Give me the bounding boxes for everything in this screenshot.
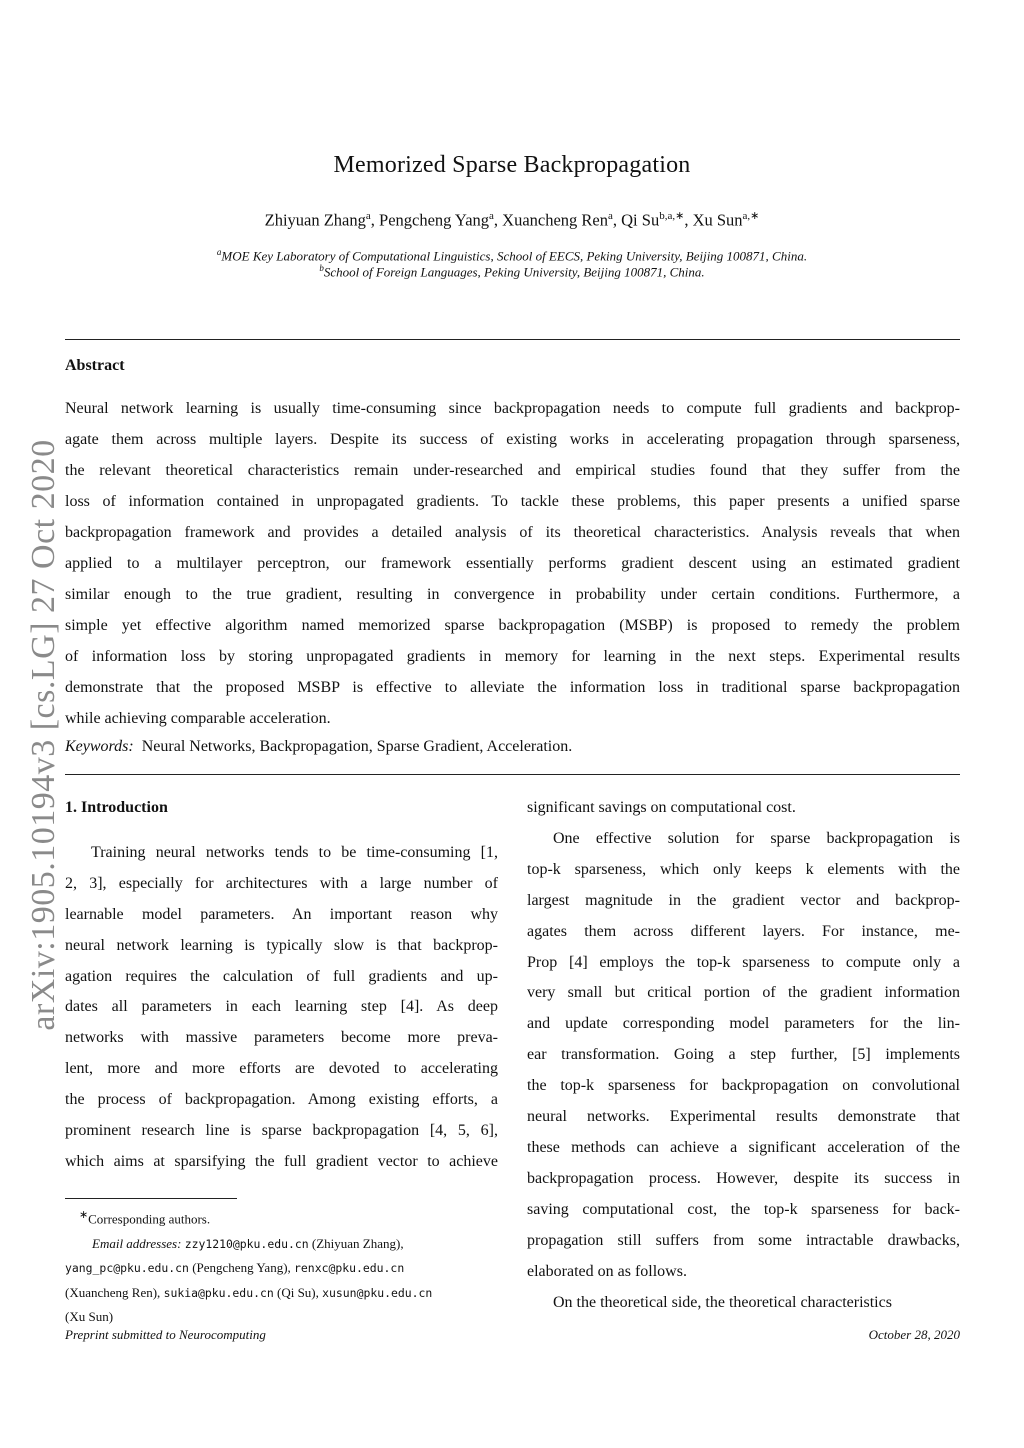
footnote-line [65, 1281, 505, 1306]
body-line: ear transformation. Going a step further, [5] implements [527, 1046, 960, 1064]
author-list: Zhiyuan Zhang$^a$, Pengcheng Yang$^a$, Xuancheng Ren$^a$, Qi $Su^{b,a,∗}$, Xu Sun$^{a,∗}$ [264, 210, 760, 230]
email-owner: (Xu Sun) [65, 1309, 114, 1325]
footnote-corresponding: Corresponding authors. [88, 1211, 211, 1227]
email-owner: (Pengcheng Yang), [192, 1260, 291, 1276]
affil-text: MOE Key Laboratory of Computational Linguistics, School of EECS, Peking University, Beijing 100871, China. [221, 248, 808, 264]
body-line: top-k sparseness, which only keeps k elements with the [527, 860, 960, 878]
affil-marker: b [319, 263, 324, 273]
abstract-line: while achieving comparable acceleration. [65, 710, 331, 727]
author-affil-sup: a,∗ [742, 210, 760, 222]
footnote-rule [65, 1198, 237, 1199]
body-line: propagation still suffers from some intractable drawbacks, [527, 1231, 960, 1249]
body-line: networks with massive parameters become more preva- [65, 1029, 498, 1047]
body-line: elaborated on as follows. [527, 1262, 687, 1280]
abstract-line: similar enough to the true gradient, resulting in convergence in probability under certain conditions. Furthermore, a [65, 586, 960, 603]
body-line: significant savings on computational cost. [527, 799, 796, 816]
section-heading: 1. Introduction [65, 799, 168, 816]
affil-text: School of Foreign Languages, Peking University, Beijing 100871, China. [323, 264, 705, 280]
arxiv-identifier: arXiv:1905.10194v3 [cs.LG] 27 Oct 2020 [25, 439, 62, 1031]
paper-title: Memorized Sparse Backpropagation [333, 152, 691, 178]
email-label: Email addresses: [92, 1235, 182, 1251]
body-line: dates all parameters in each learning step [4]. As deep [65, 998, 498, 1016]
abstract-line: Neural network learning is usually time-consuming since backpropagation needs to compute full gradients and backprop- [65, 400, 960, 417]
footer-date: October 28, 2020 [868, 1327, 960, 1342]
abstract-line: backpropagation framework and provides a detailed analysis of its theoretical characteristics. Analysis reveals that when [65, 524, 960, 541]
author-affil-sup: a [365, 210, 371, 222]
keywords-label: Keywords: [65, 738, 134, 755]
email-link[interactable]: sukia@pku.edu.cn [163, 1285, 274, 1300]
email-link[interactable]: zzy1210@pku.edu.cn [184, 1236, 309, 1251]
footnote-line [65, 1256, 505, 1281]
body-line: On the theoretical side, the theoretical characteristics [553, 1293, 892, 1311]
body-line: neural networks. Experimental results demonstrate that [527, 1108, 960, 1126]
email-owner: (Xuancheng Ren), [65, 1284, 161, 1300]
body-line: learnable model parameters. An important reason why [65, 905, 498, 923]
abstract-line: of information loss by storing unpropagated gradients in memory for learning in the next steps. Experimental results [65, 648, 960, 665]
body-line: 2, 3], especially for architectures with a large number of [65, 874, 498, 892]
email-link[interactable]: xusun@pku.edu.cn [322, 1285, 433, 1300]
abstract-line: demonstrate that the proposed MSBP is effective to alleviate the information loss in traditional sparse backpropagation [65, 679, 960, 696]
author-affil-sup: b,a,∗ [659, 210, 685, 222]
email-owner: (Zhiyuan Zhang), [311, 1235, 404, 1251]
body-line: and update corresponding model parameters for the lin- [527, 1015, 960, 1033]
footnote-marker: ∗ [79, 1209, 89, 1221]
body-line: prominent research line is sparse backpropagation [4, 5, 6], [65, 1122, 498, 1140]
author: Xuancheng Ren [502, 210, 608, 230]
body-line: agates them across different layers. For instance, me- [527, 922, 960, 940]
body-line: these methods can achieve a significant acceleration of the [527, 1138, 960, 1156]
author: Zhiyuan Zhang [264, 210, 366, 230]
body-line: neural network learning is typically slow is that backprop- [65, 936, 498, 954]
email-link[interactable]: renxc@pku.edu.cn [294, 1261, 405, 1276]
author: Qi Su [621, 210, 660, 230]
author-affil-sup: a [489, 210, 494, 222]
footnote [65, 1203, 505, 1330]
abstract-bottom-rule [65, 774, 960, 775]
abstract-body [65, 393, 960, 734]
keywords [65, 738, 572, 756]
affiliation-b [0, 263, 1024, 280]
body-line: Training neural networks tends to be time-consuming [1, [91, 843, 498, 861]
affiliation-a [0, 247, 1024, 264]
author: Pengcheng Yang [379, 210, 490, 230]
left-column [65, 793, 498, 1178]
affil-marker: a [216, 247, 222, 257]
footnote-line [65, 1203, 505, 1232]
body-line: largest magnitude in the gradient vector and backprop- [527, 891, 960, 909]
author-affil-sup: a [608, 210, 613, 222]
abstract-line: simple yet effective algorithm named memorized sparse backpropagation (MSBP) is proposed to remedy the problem [65, 617, 960, 634]
footer-venue: Preprint submitted to Neurocomputing [65, 1327, 266, 1342]
body-line: very small but critical portion of the gradient information [527, 984, 960, 1002]
body-line: One effective solution for sparse backpropagation is [553, 829, 960, 847]
abstract-line: agate them across multiple layers. Despite its success of existing works in accelerating propagation through sparseness, [65, 431, 960, 448]
keywords-text: Neural Networks, Backpropagation, Sparse Gradient, Acceleration. [141, 738, 573, 755]
abstract-line: the relevant theoretical characteristics remain under-researched and empirical studies found that they suffer from the [65, 462, 960, 479]
email-owner: (Qi Su), [277, 1284, 319, 1300]
right-column [527, 793, 960, 1318]
author: Xu Sun [692, 210, 743, 230]
body-line: agation requires the calculation of full gradients and up- [65, 967, 498, 985]
email-link[interactable]: yang_pc@pku.edu.cn [65, 1261, 189, 1276]
body-line: backpropagation process. However, despite its success in [527, 1169, 960, 1187]
body-line: lent, more and more efforts are devoted to accelerating [65, 1060, 498, 1078]
abstract-line: applied to a multilayer perceptron, our framework essentially performs gradient descent using an estimated gradient [65, 555, 960, 572]
body-line: the process of backpropagation. Among existing efforts, a [65, 1091, 498, 1109]
body-line: Prop [4] employs the top-k sparseness to compute only a [527, 953, 960, 971]
abstract-top-rule [65, 339, 960, 340]
body-line: the top-k sparseness for backpropagation on convolutional [527, 1077, 960, 1095]
body-line: saving computational cost, the top-k sparseness for back- [527, 1200, 960, 1218]
abstract-line: loss of information contained in unpropagated gradients. To tackle these problems, this paper presents a unified sparse [65, 493, 960, 510]
abstract-heading: Abstract [65, 357, 125, 374]
footnote-line [65, 1232, 505, 1257]
body-line: which aims at sparsifying the full gradient vector to achieve [65, 1152, 498, 1170]
